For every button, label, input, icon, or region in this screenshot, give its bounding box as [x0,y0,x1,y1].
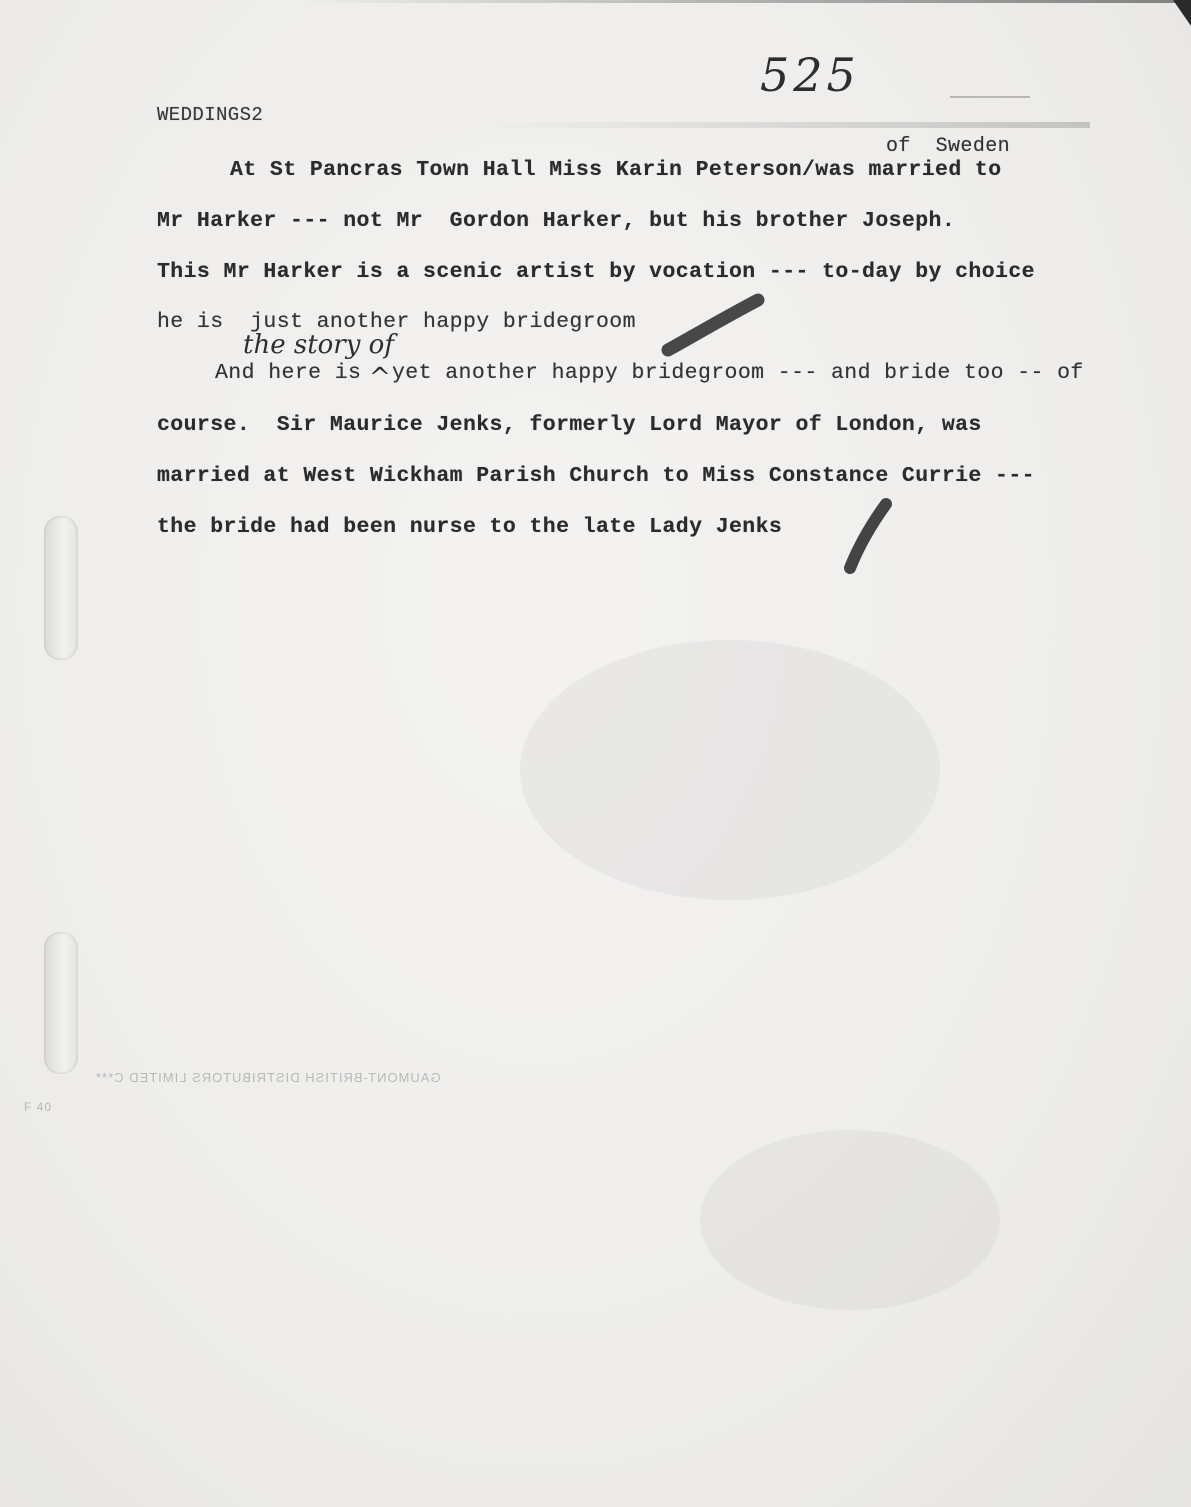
punch-hole-lower [44,932,78,1074]
body-line-5-end: yet another happy bridegroom --- and bride too -- of [392,361,1084,385]
body-line-1: At St Pancras Town Hall Miss Karin Peterson/was married to [230,158,1002,182]
body-line-2: Mr Harker --- not Mr Gordon Harker, but his brother Joseph. [157,209,956,233]
body-line-3: This Mr Harker is a scenic artist by vocation --- to-day by choice [157,260,1035,284]
marker-strike-2 [836,496,896,576]
body-line-6: course. Sir Maurice Jenks, formerly Lord Mayor of London, was [157,413,982,437]
handwritten-insert: the story of [243,330,394,360]
typed-insert-sweden: of Sweden [886,135,1011,158]
insert-caret-mark: ^ [369,363,391,393]
punch-hole-upper [44,516,78,660]
footer-form-code: F 40 [24,1100,53,1114]
body-line-5-start: And here is [215,361,362,385]
handwritten-page-number: 525 [760,48,860,102]
faint-dash-mark [950,96,1030,98]
document-heading: WEDDINGS2 [157,104,264,126]
paper-smudge [700,1130,1000,1310]
top-edge-shadow [300,0,1191,3]
body-line-4: he is just another happy bridegroom [157,310,636,334]
folded-corner [1173,0,1191,26]
faint-typing-trace [470,122,1090,128]
body-line-8: the bride had been nurse to the late Lady Jenks [157,515,783,539]
body-line-7: married at West Wickham Parish Church to Miss Constance Currie --- [157,464,1035,488]
paper-smudge [520,640,940,900]
marker-strike-1 [660,290,770,360]
mirrored-footer-imprint: GAUMONT-BRITISH DISTRIBUTORS LIMITED C*** [95,1070,441,1085]
